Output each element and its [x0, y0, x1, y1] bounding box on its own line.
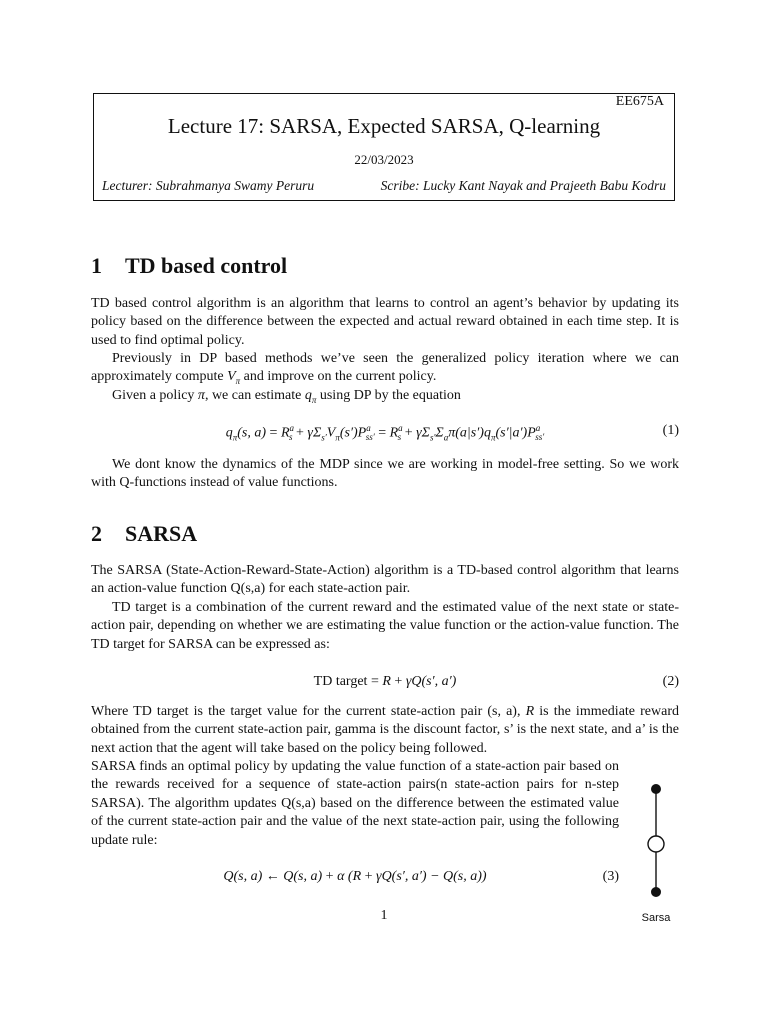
sarsa-backup-diagram	[620, 770, 692, 930]
section-2-paragraph-2: TD target is a combination of the current reward and the estimated value of the next state or state-action pair, depending on whether we are estimating the value function or the action-value function. The TD target for SARSA can be expressed as:	[91, 600, 679, 652]
equation-3-body: Q(s, a) ← Q(s, a) + α (R + γQ(s′, a′) − Q(s, a))	[223, 869, 487, 884]
equation-2-body: TD target = R + γQ(s′, a′)	[313, 674, 457, 689]
course-code: EE675A	[615, 94, 664, 109]
page-number: 1	[380, 908, 388, 923]
section-1-paragraph-2: Previously in DP based methods we’ve seen the generalized policy iteration where we can approximately compute $V_\pi$ and improve on the current policy.	[91, 351, 679, 387]
equation-3	[91, 869, 619, 889]
section-1-heading: 1 TD based control	[91, 253, 288, 278]
lecture-header-box	[93, 93, 675, 201]
lecturer: Lecturer: Subrahmanya Swamy Peruru	[102, 178, 315, 193]
diagram-caption: Sarsa	[641, 912, 671, 924]
equation-1-tag: (1)	[662, 423, 679, 438]
equation-1	[91, 423, 679, 443]
section-1-paragraph-3: Given a policy π, we can estimate $q_\pi$ using DP by the equation	[112, 388, 461, 405]
section-2-paragraph-4: SARSA finds an optimal policy by updating the value function of a state-action pair based on the rewards received for a sequence of state-action pairs(n state-action pairs for n-step SARSA). The algorithm updates Q(s,a) based on the difference between the estimated value of the current state-action pair and the value of the next state-action pair, using the following update rule:	[91, 759, 619, 848]
state-node-bottom	[651, 887, 661, 897]
lecture-title: Lecture 17: SARSA, Expected SARSA, Q-learning	[167, 114, 601, 138]
equation-2-tag: (2)	[662, 674, 679, 689]
section-2-paragraph-1: The SARSA (State-Action-Reward-State-Action) algorithm is a TD-based control algorithm that learns an action-value function Q(s,a) for each state-action pair.	[91, 563, 679, 597]
equation-2	[91, 674, 679, 694]
action-node	[648, 836, 664, 852]
section-2-heading: 2 SARSA	[91, 521, 198, 546]
section-1-paragraph-4: We dont know the dynamics of the MDP since we are working in model-free setting. So we work with Q-functions instead of value functions.	[91, 457, 679, 491]
section-2-paragraph-3: Where TD target is the target value for the current state-action pair (s, a), R is the immediate reward obtained from the current state-action pair, gamma is the discount factor, s’ is the next state, and a’ is the next action that the agent will take based on the policy being followed.	[91, 704, 679, 756]
state-node-top	[651, 784, 661, 794]
lecture-credits	[102, 178, 666, 194]
equation-3-tag: (3)	[602, 869, 619, 884]
lecture-date: 22/03/2023	[354, 152, 414, 167]
section-1-paragraph-1: TD based control algorithm is an algorithm that learns to control an agent’s behavior by updating its policy based on the difference between the expected and actual reward obtained in each time step. It is used to find optimal policy.	[91, 296, 679, 348]
sarsa-diagram-graphic	[620, 770, 692, 910]
equation-1-body: $q_\pi(s$, $a) = R^a_s + \gamma\Sigma_{s'}V_\pi(s')P^a_{ss'} = R^a_s + \gamma\Sigma_{s'}\Sigma_a\pi(a|s')q_\pi(s'|a')P^a_{ss'}$	[225, 423, 545, 443]
scribe: Scribe: Lucky Kant Nayak and Prajeeth Babu Kodru	[380, 178, 666, 193]
